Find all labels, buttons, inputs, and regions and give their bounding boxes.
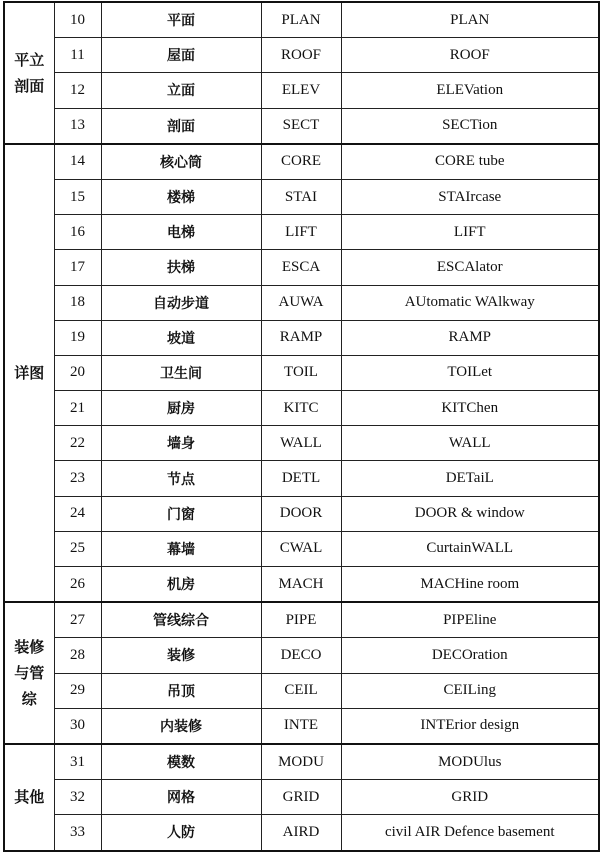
chinese-name: 卫生间	[101, 355, 261, 390]
table-row	[4, 250, 599, 285]
full-name: DETaiL	[341, 461, 599, 496]
row-number: 31	[54, 744, 101, 780]
table-row	[4, 38, 599, 73]
chinese-name: 机房	[101, 567, 261, 603]
full-name: CurtainWALL	[341, 531, 599, 566]
abbreviation: CWAL	[261, 531, 341, 566]
row-number: 24	[54, 496, 101, 531]
abbreviation: MACH	[261, 567, 341, 603]
row-number: 22	[54, 426, 101, 461]
abbreviation: AIRD	[261, 815, 341, 851]
full-name: KITChen	[341, 391, 599, 426]
row-number: 11	[54, 38, 101, 73]
row-number: 33	[54, 815, 101, 851]
chinese-name: 幕墙	[101, 531, 261, 566]
abbreviation: DETL	[261, 461, 341, 496]
chinese-name: 屋面	[101, 38, 261, 73]
abbreviation: INTE	[261, 708, 341, 744]
table-row	[4, 320, 599, 355]
full-name: CORE tube	[341, 144, 599, 180]
chinese-name: 剖面	[101, 108, 261, 144]
table-row	[4, 780, 599, 815]
table-row	[4, 426, 599, 461]
chinese-name: 坡道	[101, 320, 261, 355]
row-number: 30	[54, 708, 101, 744]
full-name: TOILet	[341, 355, 599, 390]
table-row	[4, 744, 599, 780]
abbreviation: CORE	[261, 144, 341, 180]
abbreviation: ESCA	[261, 250, 341, 285]
abbreviation: PIPE	[261, 602, 341, 638]
group-label: 平立 剖面	[4, 2, 54, 144]
full-name: AUtomatic WAlkway	[341, 285, 599, 320]
abbreviation-table	[3, 1, 600, 852]
row-number: 14	[54, 144, 101, 180]
row-number: 13	[54, 108, 101, 144]
abbreviation: DOOR	[261, 496, 341, 531]
full-name: civil AIR Defence basement	[341, 815, 599, 851]
chinese-name: 人防	[101, 815, 261, 851]
row-number: 17	[54, 250, 101, 285]
abbreviation: AUWA	[261, 285, 341, 320]
chinese-name: 吊顶	[101, 673, 261, 708]
abbreviation: SECT	[261, 108, 341, 144]
full-name: DECOration	[341, 638, 599, 673]
row-number: 16	[54, 215, 101, 250]
full-name: PIPEline	[341, 602, 599, 638]
table-row	[4, 708, 599, 744]
table-row	[4, 461, 599, 496]
full-name: STAIrcase	[341, 179, 599, 214]
abbreviation: CEIL	[261, 673, 341, 708]
table-row	[4, 815, 599, 851]
table-row	[4, 355, 599, 390]
chinese-name: 模数	[101, 744, 261, 780]
abbreviation: PLAN	[261, 2, 341, 38]
full-name: ESCAlator	[341, 250, 599, 285]
chinese-name: 内装修	[101, 708, 261, 744]
full-name: RAMP	[341, 320, 599, 355]
table-row	[4, 108, 599, 144]
full-name: INTErior design	[341, 708, 599, 744]
row-number: 20	[54, 355, 101, 390]
chinese-name: 楼梯	[101, 179, 261, 214]
table-row	[4, 179, 599, 214]
row-number: 29	[54, 673, 101, 708]
chinese-name: 自动步道	[101, 285, 261, 320]
chinese-name: 扶梯	[101, 250, 261, 285]
row-number: 12	[54, 73, 101, 108]
row-number: 15	[54, 179, 101, 214]
row-number: 32	[54, 780, 101, 815]
chinese-name: 节点	[101, 461, 261, 496]
abbreviation: MODU	[261, 744, 341, 780]
full-name: ROOF	[341, 38, 599, 73]
table-row	[4, 285, 599, 320]
abbreviation: WALL	[261, 426, 341, 461]
chinese-name: 电梯	[101, 215, 261, 250]
abbreviation: LIFT	[261, 215, 341, 250]
abbreviation: STAI	[261, 179, 341, 214]
full-name: GRID	[341, 780, 599, 815]
table-row	[4, 496, 599, 531]
full-name: ELEVation	[341, 73, 599, 108]
abbreviation: ELEV	[261, 73, 341, 108]
row-number: 10	[54, 2, 101, 38]
table-row	[4, 531, 599, 566]
full-name: CEILing	[341, 673, 599, 708]
group-label: 详图	[4, 144, 54, 602]
abbreviation: DECO	[261, 638, 341, 673]
full-name: SECTion	[341, 108, 599, 144]
abbreviation: TOIL	[261, 355, 341, 390]
table-row	[4, 567, 599, 603]
table-row	[4, 215, 599, 250]
chinese-name: 立面	[101, 73, 261, 108]
row-number: 26	[54, 567, 101, 603]
table-row	[4, 144, 599, 180]
table-row	[4, 2, 599, 38]
table-row	[4, 73, 599, 108]
row-number: 21	[54, 391, 101, 426]
chinese-name: 装修	[101, 638, 261, 673]
row-number: 27	[54, 602, 101, 638]
chinese-name: 厨房	[101, 391, 261, 426]
abbreviation: RAMP	[261, 320, 341, 355]
table-row	[4, 673, 599, 708]
full-name: MODUlus	[341, 744, 599, 780]
full-name: WALL	[341, 426, 599, 461]
table-row	[4, 638, 599, 673]
table-row	[4, 391, 599, 426]
row-number: 18	[54, 285, 101, 320]
row-number: 28	[54, 638, 101, 673]
full-name: DOOR & window	[341, 496, 599, 531]
abbreviation: KITC	[261, 391, 341, 426]
abbreviation: GRID	[261, 780, 341, 815]
full-name: MACHine room	[341, 567, 599, 603]
table-row	[4, 602, 599, 638]
row-number: 23	[54, 461, 101, 496]
chinese-name: 墙身	[101, 426, 261, 461]
chinese-name: 网格	[101, 780, 261, 815]
full-name: PLAN	[341, 2, 599, 38]
group-label: 其他	[4, 744, 54, 851]
chinese-name: 门窗	[101, 496, 261, 531]
chinese-name: 核心筒	[101, 144, 261, 180]
abbreviation: ROOF	[261, 38, 341, 73]
group-label: 装修 与管 综	[4, 602, 54, 744]
row-number: 19	[54, 320, 101, 355]
chinese-name: 管线综合	[101, 602, 261, 638]
row-number: 25	[54, 531, 101, 566]
chinese-name: 平面	[101, 2, 261, 38]
full-name: LIFT	[341, 215, 599, 250]
